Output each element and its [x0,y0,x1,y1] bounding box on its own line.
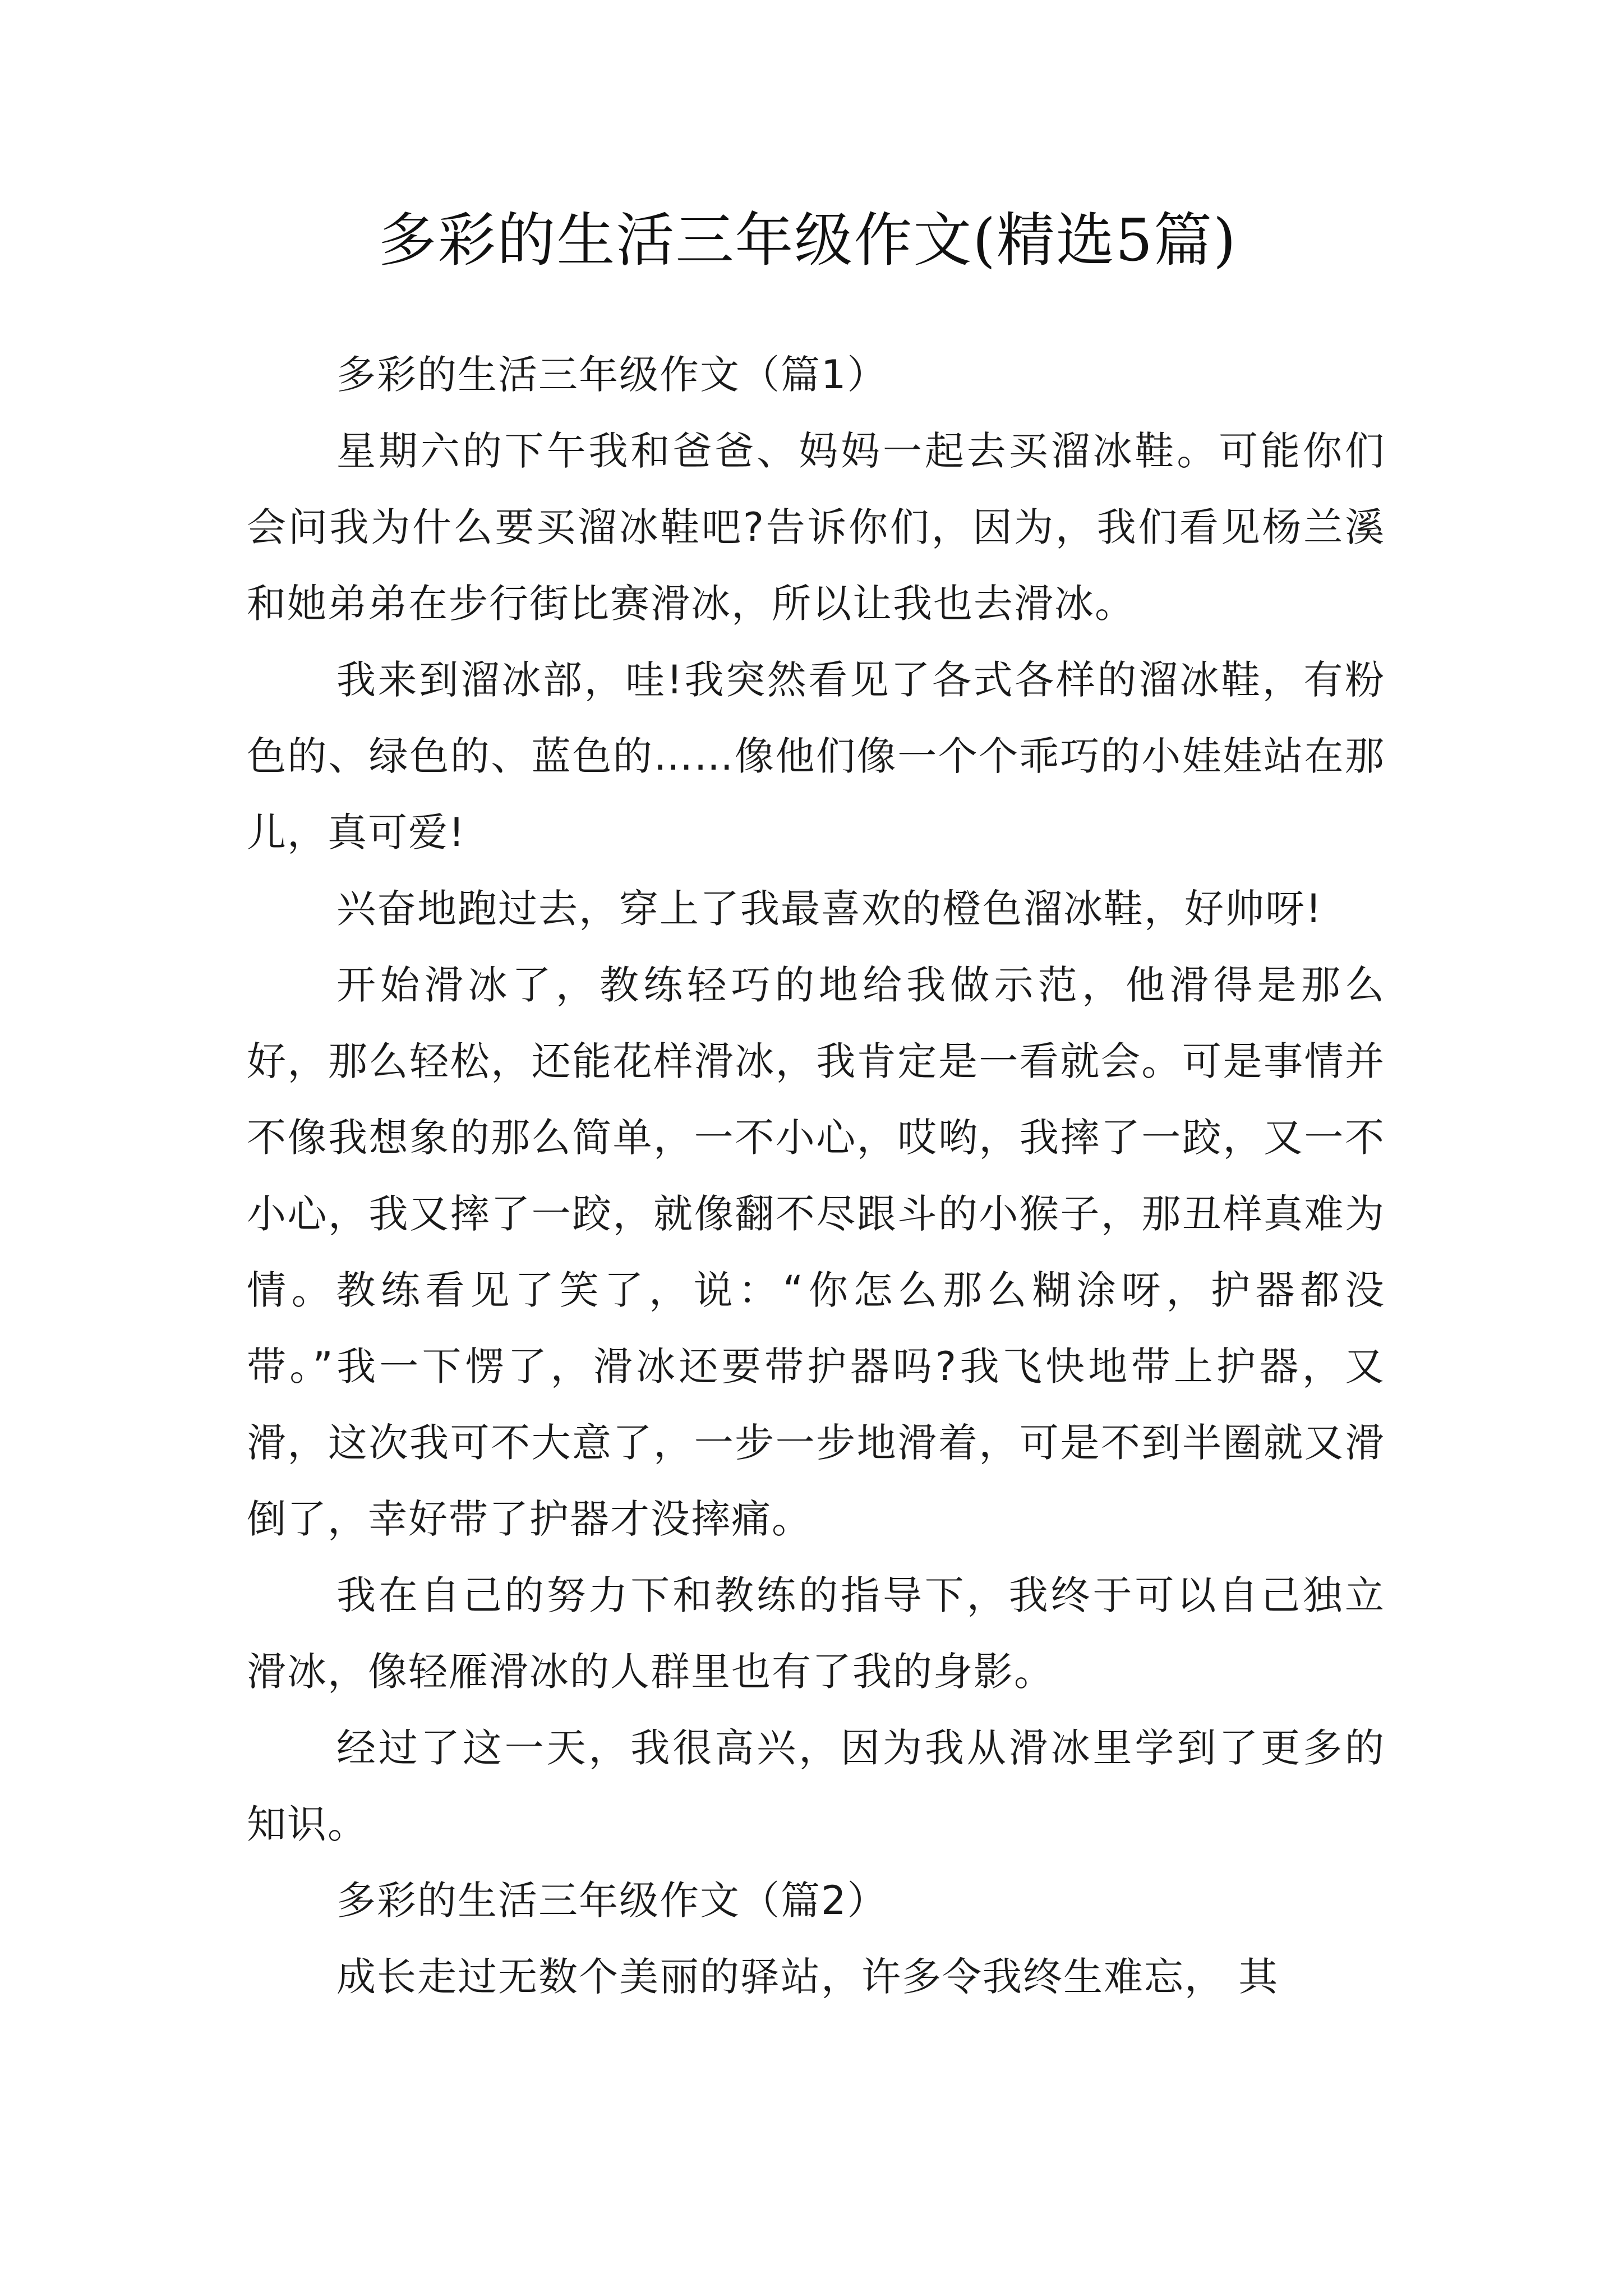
section-heading-1: 多彩的生活三年级作文（篇1） [336,352,888,398]
paragraph: 经过了这一天，我很高兴，因为我从滑冰里学到了更多的知识。 [247,1725,1385,1847]
document-title: 多彩的生活三年级作文(精选5篇) [378,206,1237,274]
paragraph: 开始滑冰了，教练轻巧的地给我做示范，他滑得是那么好，那么轻松，还能花样滑冰，我肯定是一看就会。可是事情并不像我想象的那么简单，一不小心，哎哟，我摔了一跤，又一不小心，我又摔了一跤，就像翻不尽跟斗的小猴子，那丑样真难为情。教练看见了笑了，说：“你怎么那么糊涂呀，护器都没带。”我一下愣了，滑冰还要带护器吗?我飞快地带上护器，又滑，这次我可不大意了，一步一步地滑着，可是不到半圈就又滑倒了，幸好带了护器才没摔痛。 [247,962,1385,1542]
paragraph: 成长走过无数个美丽的驿站，许多令我终生难忘， 其 [336,1954,1279,2000]
paragraph: 我在自己的努力下和教练的指导下，我终于可以自己独立滑冰，像轻雁滑冰的人群里也有了我的身影。 [247,1572,1385,1695]
document-body [247,337,1385,2015]
paragraph: 星期六的下午我和爸爸、妈妈一起去买溜冰鞋。可能你们会问我为什么要买溜冰鞋吧?告诉你们，因为，我们看见杨兰溪和她弟弟在步行街比赛滑冰，所以让我也去滑冰。 [247,428,1385,627]
section-heading-2: 多彩的生活三年级作文（篇2） [336,1878,888,1924]
paragraph: 我来到溜冰部，哇!我突然看见了各式各样的溜冰鞋，有粉色的、绿色的、蓝色的……像他们像一个个乖巧的小娃娃站在那儿，真可爱! [247,657,1385,855]
paragraph: 兴奋地跑过去，穿上了我最喜欢的橙色溜冰鞋，好帅呀! [336,886,1323,932]
